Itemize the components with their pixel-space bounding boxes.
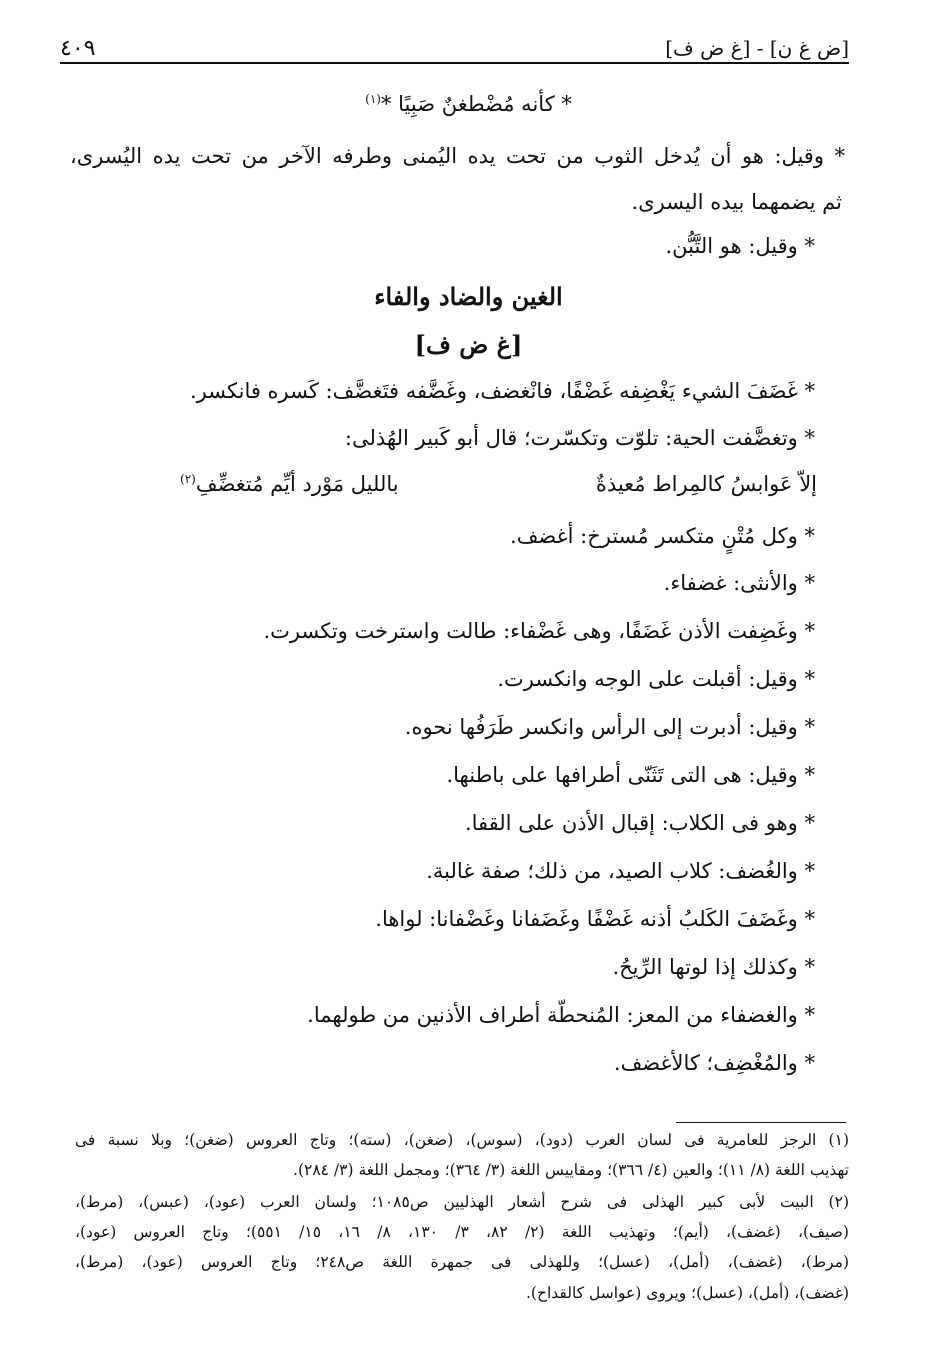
footnote-line: (غضف)، (أمل)، (عسل)؛ ويروى (عواسل كالقداح).	[526, 1284, 849, 1302]
quoted-hemistich: * كأنه مُضْطغنٌ صَبِيًا *$^{(١)}$	[365, 92, 572, 116]
entry-line: * وغَضَفَ الكَلبُ أذنه غَضْفًا وغَضَفانا وغَضْفانا: لواها.	[375, 907, 815, 931]
body-line: ثم يضمهما بيده اليسرى.	[631, 190, 842, 214]
footnote-line: تهذيب اللغة (٨/ ١١)؛ والعين (٤/ ٣٦٦)؛ ومقاييس اللغة (٣/ ٣٦٤)؛ ومجمل اللغة (٣/ ٢٨٤).	[293, 1161, 849, 1179]
entry-line: * وكل مُتْنٍ متكسر مُسترخ: أغضف.	[510, 524, 815, 548]
header-root-range: [ض غ ن] - [غ ض ف]	[665, 36, 849, 60]
entry-line: * والغُضف: كلاب الصيد، من ذلك؛ صفة غالبة.	[426, 859, 815, 883]
root-title: [غ ض ف]	[414, 330, 523, 359]
entry-line: * غَضَفَ الشيء يَغْضِفه غَضْفًا، فانْغضف، وغَضَّفه فتَغضَّف: كَسره فانكسر.	[190, 379, 815, 403]
footnote-line: (صيف)، (غضف)، (أيم)؛ وتهذيب اللغة (٢/ ٨٢، ٣/ ١٣٠، ٨/ ١٦، ١٥/ ٥٥١)؛ وتاج العروس (عود)،	[75, 1223, 849, 1241]
entry-line: * وتغضَّفت الحية: تلوّت وتكسّرت؛ قال أبو كَبير الهُذلى:	[344, 426, 815, 450]
footnote-line: (مرط)، (غضف)، (أمل)، (عسل)؛ وللهذلى فى جمهرة اللغة ص٢٤٨؛ وتاج العروس (عود)، (مرط)،	[75, 1253, 850, 1271]
body-line: * وقيل: هو أن يُدخل الثوب من تحت يده اليُمنى وطرفه الآخر من تحت يده اليُسرى،	[70, 144, 845, 168]
entry-line: * وقيل: أدبرت إلى الرأس وانكسر طَرَفُها نحوه.	[404, 715, 815, 739]
verse-hemistich-first: إلاّ عَوابسُ كالمِراط مُعيذةٌ	[595, 472, 817, 496]
running-header	[60, 30, 849, 64]
entry-line: * والمُغْضِف؛ كالأغضف.	[613, 1051, 815, 1075]
verse-hemistich-second: بالليل مَوْرد أيِّم مُتغضِّفِ$^{(٢)}$	[180, 472, 399, 496]
header-rule	[60, 62, 849, 64]
entry-line: * والأنثى: غضفاء.	[663, 571, 815, 595]
page-number: ٤٠٩	[60, 36, 96, 61]
footnote-rule	[676, 1122, 846, 1123]
footnote-line: (٢) البيت لأبى كبير الهذلى فى شرح أشعار الهذليين ص١٠٨٥؛ ولسان العرب (عود)، (عبس)، (مرط)،	[75, 1193, 849, 1211]
entry-line: * وكذلك إذا لوتها الرِّيحُ.	[612, 955, 815, 979]
body-line: * وقيل: هو التَّبُّن.	[665, 234, 815, 258]
section-title: الغين والضاد والفاء	[374, 282, 563, 311]
footnote-line: (١) الرجز للعامرية فى لسان العرب (دود)، (سوس)، (ضغن)، (سته)؛ وتاج العروس (ضغن)؛ وبلا نسبة فى	[75, 1131, 849, 1149]
entry-line: * وقيل: أقبلت على الوجه وانكسرت.	[497, 667, 815, 691]
entry-line: * وقيل: هى التى تَثَنّى أطرافها على باطنها.	[446, 763, 815, 787]
entry-line: * والغضفاء من المعز: المُنحطّة أطراف الأذنين من طولهما.	[307, 1003, 815, 1027]
entry-line: * وغَضِفت الأذن غَضَفًا، وهى غَضْفاء: طالت واسترخت وتكسرت.	[263, 619, 815, 643]
entry-line: * وهو فى الكلاب: إقبال الأذن على القفا.	[464, 811, 815, 835]
